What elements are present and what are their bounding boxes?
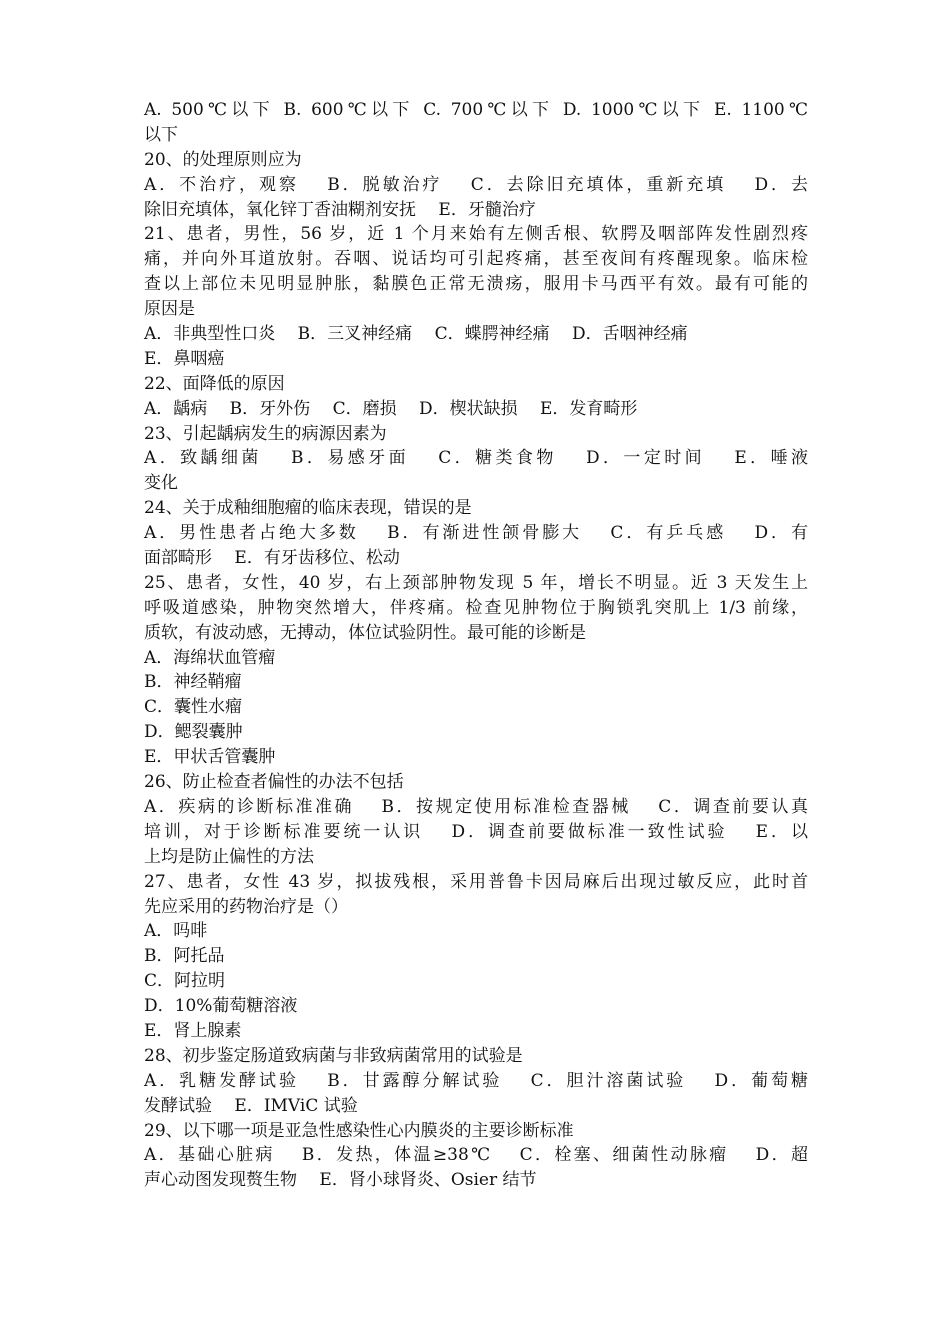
option-line: 上均是防止偏性的方法 bbox=[144, 846, 314, 867]
question-line: 24、关于成釉细胞瘤的临床表现，错误的是 bbox=[144, 498, 472, 519]
question-line: 22、面降低的原因 bbox=[144, 373, 285, 394]
question-line: 29、以下哪一项是亚急性感染性心内膜炎的主要诊断标准 bbox=[144, 1120, 574, 1141]
question-line: 28、初步鉴定肠道致病菌与非致病菌常用的试验是 bbox=[144, 1045, 523, 1066]
option-line: D．鳃裂囊肿 bbox=[144, 722, 243, 743]
option-line: 培训，对于诊断标准要统一认识 D．调查前要做标准一致性试验 E．以 bbox=[144, 821, 808, 842]
question-line: 21、患者，男性，56 岁，近 1 个月来始有左侧舌根、软腭及咽部阵发性剧烈疼 bbox=[144, 224, 808, 245]
option-line: A．海绵状血管瘤 bbox=[144, 647, 276, 668]
question-line: 26、防止检查者偏性的办法不包括 bbox=[144, 772, 404, 793]
option-line: C．囊性水瘤 bbox=[144, 697, 243, 718]
option-line: A．致龋细菌 B．易感牙面 C．糖类食物 D．一定时间 E．唾液 bbox=[144, 448, 808, 469]
option-line: A．疾病的诊断标准准确 B．按规定使用标准检查器械 C．调查前要认真 bbox=[144, 796, 808, 817]
option-line: A．基础心脏病 B．发热，体温≥38℃ C．栓塞、细菌性动脉瘤 D．超 bbox=[144, 1145, 808, 1166]
question-line: 痛，并向外耳道放射。吞咽、说话均可引起疼痛，甚至夜间有疼醒现象。临床检 bbox=[144, 249, 808, 270]
option-line: E．鼻咽癌 bbox=[144, 348, 225, 369]
option-line: A．男性患者占绝大多数 B．有渐进性颌骨膨大 C．有乒乓感 D．有 bbox=[144, 523, 808, 544]
option-line: A．不治疗，观察 B．脱敏治疗 C．去除旧充填体，重新充填 D．去 bbox=[144, 174, 808, 195]
option-line: A．非典型性口炎 B．三叉神经痛 C．蝶腭神经痛 D．舌咽神经痛 bbox=[144, 324, 688, 345]
question-line: 呼吸道感染，肿物突然增大，伴疼痛。检查见肿物位于胸锁乳突肌上 1/3 前缘， bbox=[144, 597, 808, 618]
question-line: 原因是 bbox=[144, 299, 195, 320]
question-line: 查以上部位未见明显肿胀，黏膜色正常无溃疡，服用卡马西平有效。最有可能的 bbox=[144, 274, 808, 295]
option-line: 面部畸形 E．有牙齿移位、松动 bbox=[144, 548, 400, 569]
option-line: D．10%葡萄糖溶液 bbox=[144, 996, 298, 1017]
question-line: 先应采用的药物治疗是（） bbox=[144, 896, 348, 917]
option-line: 发酵试验 E．IMViC 试验 bbox=[144, 1095, 358, 1116]
document-body bbox=[144, 98, 808, 1193]
question-line: 质软，有波动感，无搏动，体位试验阴性。最可能的诊断是 bbox=[144, 622, 586, 643]
question-line: 23、引起龋病发生的病源因素为 bbox=[144, 423, 387, 444]
option-line: 以下 bbox=[144, 124, 178, 145]
option-line: C．阿拉明 bbox=[144, 971, 226, 992]
option-line: A. 500℃以下 B. 600℃以下 C. 700℃以下 D. 1000℃以下 E. 1100℃ bbox=[144, 100, 808, 120]
question-line: 20、的处理原则应为 bbox=[144, 149, 302, 170]
option-line: A．龋病 B．牙外伤 C．磨损 D．楔状缺损 E．发育畸形 bbox=[144, 398, 638, 419]
option-line: 除旧充填体，氧化锌丁香油糊剂安抚 E．牙髓治疗 bbox=[144, 199, 536, 220]
option-line: B．神经鞘瘤 bbox=[144, 672, 242, 693]
option-line: 变化 bbox=[144, 473, 178, 494]
option-line: E．肾上腺素 bbox=[144, 1020, 242, 1041]
option-line: E．甲状舌管囊肿 bbox=[144, 747, 276, 768]
question-line: 27、患者，女性 43 岁，拟拔残根，采用普鲁卡因局麻后出现过敏反应，此时首 bbox=[144, 871, 808, 892]
option-line: A．乳糖发酵试验 B．甘露醇分解试验 C．胆汁溶菌试验 D．葡萄糖 bbox=[144, 1070, 808, 1091]
option-line: 声心动图发现赘生物 E．肾小球肾炎、Osier 结节 bbox=[144, 1170, 537, 1191]
option-line: B．阿托品 bbox=[144, 946, 225, 967]
question-line: 25、患者，女性，40 岁，右上颈部肿物发现 5 年，增长不明显。近 3 天发生上 bbox=[144, 572, 808, 593]
option-line: A．吗啡 bbox=[144, 921, 208, 942]
